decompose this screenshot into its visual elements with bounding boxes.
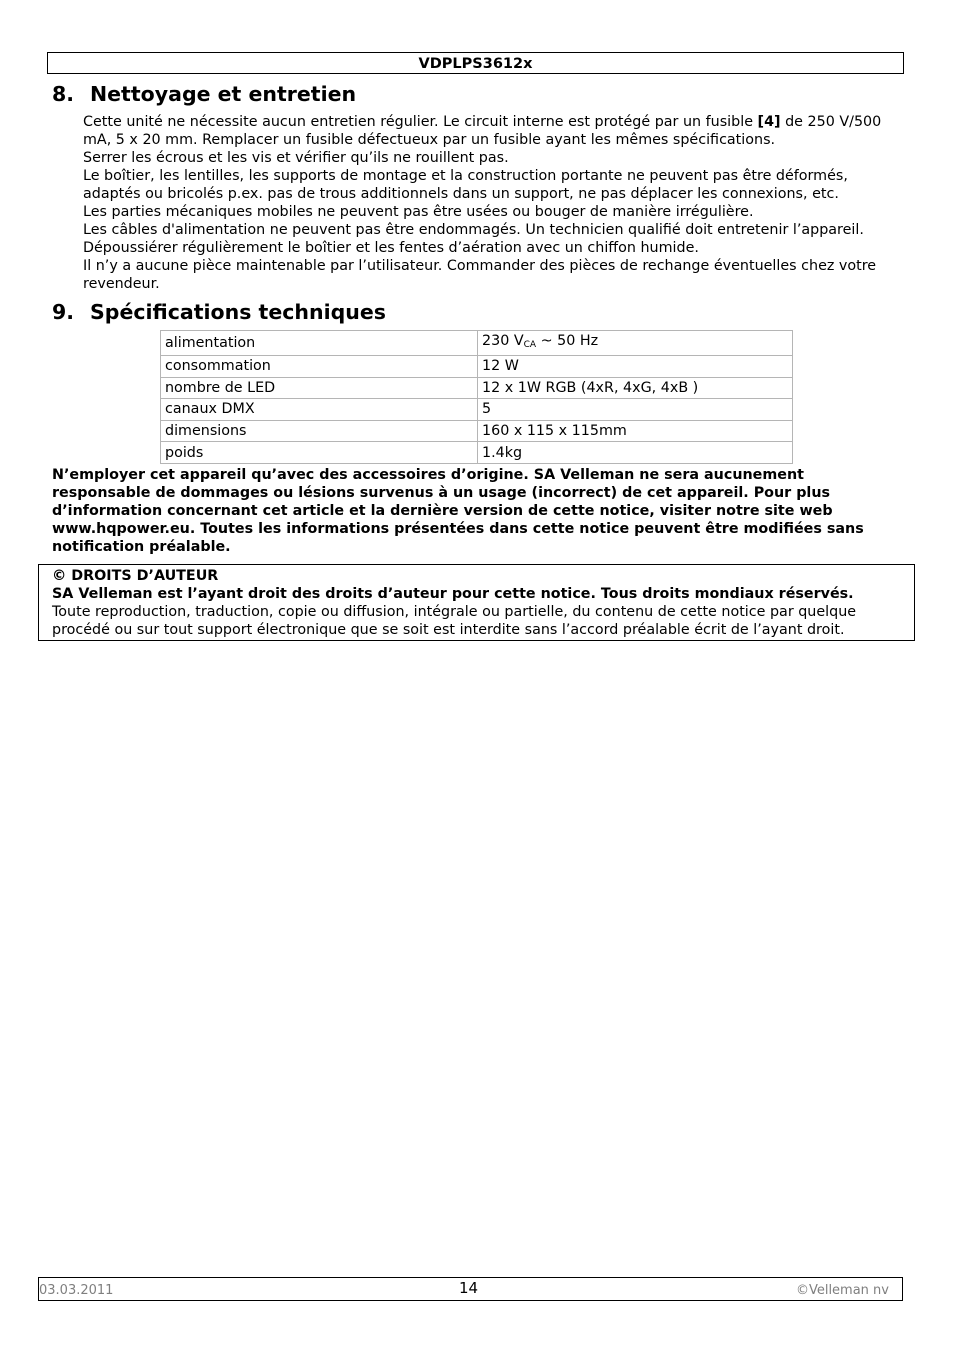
copyright-owner-statement: SA Velleman est l’ayant droit des droits d’auteur pour cette notice. Tous droits mondiaux réservés. [52, 586, 854, 602]
spec-value: 1.4kg [478, 442, 793, 464]
section-9-number: 9. [52, 300, 75, 324]
paragraph-text: de 250 V/500 mA, 5 x 20 mm. Remplacer un fusible défectueux par un fusible ayant les mêmes spécifications. [83, 114, 882, 148]
paragraph: Les parties mécaniques mobiles ne peuvent pas être usées ou bouger de manière irrégulière. [83, 204, 754, 220]
paragraph: Le boîtier, les lentilles, les supports de montage et la construction portante ne peuvent pas être déformés, adaptés ou bricolés p.ex. pas de trous additionnels dans un support, ne pas déplacer les connexions, etc. [83, 168, 848, 202]
spec-label: canaux DMX [161, 399, 478, 421]
section-8-title: Nettoyage et entretien [90, 82, 357, 106]
section-8-heading [52, 81, 356, 107]
table-row [161, 420, 793, 442]
paragraph: Il n’y a aucune pièce maintenable par l’utilisateur. Commander des pièces de rechange éventuelles chez votre revendeur. [83, 258, 877, 292]
usage-notice: N’employer cet appareil qu’avec des accessoires d’origine. SA Velleman ne sera aucunement responsable de dommages ou lésions survenus à un usage (incorrect) de cet appareil. Pour plus d’information concernant cet article et la dernière version de cette notice, visiter notre site web www.hqpower.eu. Toutes les informations présentées dans cette notice peuvent être modifiées sans notification préalable. [52, 467, 864, 555]
table-row [161, 399, 793, 421]
copyright-box [38, 564, 915, 641]
table-row [161, 331, 793, 356]
model-name: VDPLPS3612x [418, 56, 533, 72]
spec-label: dimensions [161, 420, 478, 442]
spec-label: consommation [161, 356, 478, 378]
footer-copyright: ©Velleman nv [795, 1283, 889, 1298]
copyright-heading: © DROITS D’AUTEUR [52, 568, 219, 584]
table-row [161, 377, 793, 399]
footer-date: 03.03.2011 [39, 1283, 114, 1298]
spec-label: alimentation [161, 331, 478, 356]
section-8-number: 8. [52, 82, 75, 106]
paragraph [83, 113, 898, 149]
table-row [161, 442, 793, 464]
section-8-body [83, 113, 898, 293]
spec-value [478, 331, 793, 356]
copyright-text: Toute reproduction, traduction, copie ou diffusion, intégrale ou partielle, du contenu de cette notice par quelque procédé ou sur tout support électronique que se soit est interdite sans l’accord préalable écrit de l’ayant droit. [52, 604, 857, 638]
paragraph: Serrer les écrous et les vis et vérifier qu’ils ne rouillent pas. [83, 150, 509, 166]
specifications-table [160, 330, 793, 464]
page-footer [38, 1277, 903, 1301]
fuse-reference: [4] [757, 114, 781, 130]
paragraph: Les câbles d'alimentation ne peuvent pas être endommagés. Un technicien qualifié doit entretenir l’appareil. [83, 222, 864, 238]
spec-value-text: 230 V [482, 333, 524, 349]
spec-value: 160 x 115 x 115mm [478, 420, 793, 442]
spec-label: poids [161, 442, 478, 464]
page-number: 14 [459, 1279, 479, 1297]
spec-value-suffix: ~ 50 Hz [536, 333, 599, 349]
spec-value-subscript: CA [523, 340, 537, 350]
spec-value: 5 [478, 399, 793, 421]
section-9-title: Spécifications techniques [90, 300, 386, 324]
spec-label: nombre de LED [161, 377, 478, 399]
section-9-heading [52, 299, 386, 325]
spec-value: 12 W [478, 356, 793, 378]
spec-value: 12 x 1W RGB (4xR, 4xG, 4xB ) [478, 377, 793, 399]
paragraph: Dépoussiérer régulièrement le boîtier et les fentes d’aération avec un chiffon humide. [83, 240, 699, 256]
document-header [47, 52, 904, 74]
paragraph-text: Cette unité ne nécessite aucun entretien régulier. Le circuit interne est protégé par un fusible [83, 114, 758, 130]
table-row [161, 356, 793, 378]
